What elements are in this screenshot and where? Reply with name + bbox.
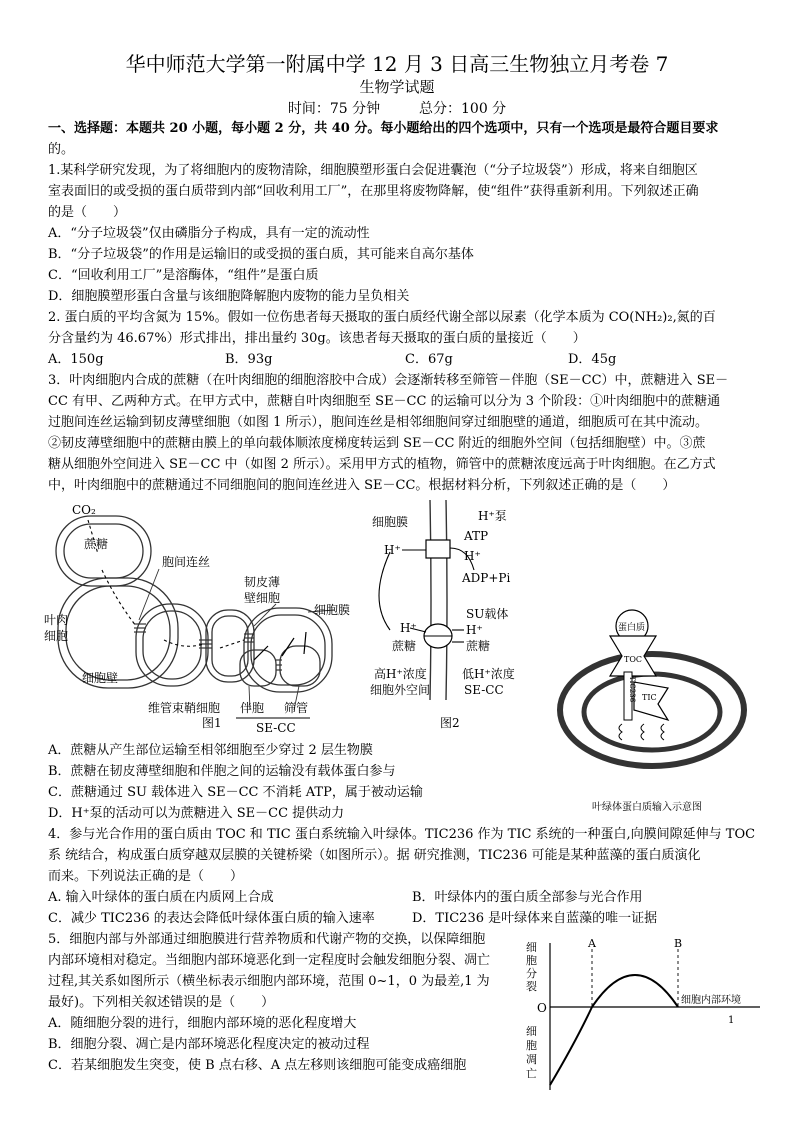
point-b-label: B	[674, 937, 683, 950]
fig2-low-label: 低H⁺浓度	[462, 667, 515, 681]
q5-stem: 内部环境相对稳定。当细胞内部环境恶化到一定程度时会触发细胞分裂、凋亡	[48, 953, 491, 968]
fig2-adp-label: ADP+Pi	[462, 571, 511, 585]
sucrose-path-arrow	[220, 640, 244, 648]
q4-option-b: B．叶绿体内的蛋白质全部参与光合作用	[412, 890, 643, 905]
q5-option-b: B．细胞分裂、凋亡是内部环境恶化程度决定的被动过程	[48, 1037, 370, 1052]
sucrose-arrow	[254, 646, 268, 660]
q2-stem: 2. 蛋白质的平均含氮为 15%。假如一位伤患者每天摄取的蛋白质经代谢全部以尿素（化学本质为 CO(NH₂)₂,氮的百	[48, 310, 716, 325]
fig1-secc-label: SE-CC	[256, 721, 296, 735]
figure-1-caption: 图1	[202, 716, 222, 730]
coil	[619, 724, 622, 740]
q4-stem: 4．参与光合作用的蛋白质由 TOC 和 TIC 蛋白系统输入叶绿体。TIC236 作为 TIC 系统的一种蛋白,向膜间隙延伸与 TOC	[48, 827, 756, 842]
q5-stem: 过程,其关系如图所示（横坐标表示细胞内部环境，范围 0~1，0 为最差,1 为	[48, 974, 490, 989]
y-label-char: 分	[526, 967, 537, 980]
mesophyll-cell-inner	[66, 586, 170, 680]
sieve-tube	[280, 646, 320, 686]
q1-option-a: A．“分子垃圾袋”仅由磷脂分子构成，具有一定的流动性	[48, 226, 370, 241]
q5-option-c: C．若某细胞发生突变，使 B 点右移、A 点左移则该细胞可能变成癌细胞	[48, 1058, 467, 1073]
q3-option-d: D．H⁺泵的活动可以为蔗糖进入 SE－CC 提供动力	[48, 806, 345, 821]
q4-option-d: D．TIC236 是叶绿体来自蓝藻的唯一证据	[412, 911, 658, 926]
h-return-arrow	[379, 552, 390, 630]
q4-option-a: A. 输入叶绿体的蛋白质在内质网上合成	[48, 890, 274, 905]
figure-3-caption: 叶绿体蛋白质输入示意图	[592, 802, 702, 813]
fig1-phloem-label: 壁细胞	[244, 591, 281, 605]
leader-line	[139, 569, 159, 620]
fig1-mesophyll-label: 叶肉	[44, 613, 69, 627]
q2-option-a: A．150g	[48, 352, 104, 367]
h-pump	[426, 540, 450, 558]
figure-3-diagram	[552, 600, 752, 780]
q3-option-c: C．蔗糖通过 SU 载体进入 SE－CC 不消耗 ATP，属于被动运输	[48, 785, 423, 800]
fig2-membrane-label: 细胞膜	[372, 515, 409, 529]
fig2-hplus-label: H⁺	[384, 543, 401, 557]
fig2-high-label: 细胞外空间	[370, 683, 431, 697]
q5-stem: 最好)。下列相关叙述错误的是（ ）	[48, 995, 275, 1010]
exam-title: 华中师范大学第一附属中学 12 月 3 日高三生物独立月考卷 7	[125, 52, 669, 76]
q5-chart	[520, 935, 785, 1100]
leader-line	[254, 604, 276, 626]
q2-option-c: C．67g	[405, 352, 453, 367]
fig3-tic-label: TIC	[642, 693, 657, 702]
fig1-sucrose-label: 蔗糖	[84, 537, 109, 551]
exam-time: 时间：75 分钟	[287, 101, 381, 117]
x-max-label: 1	[728, 1015, 735, 1026]
q1-stem: 的是（ ）	[48, 205, 127, 220]
fig2-atp-label: ATP	[464, 529, 489, 543]
origin-label: O	[537, 1001, 547, 1015]
q4-option-c: C．减少 TIC236 的表达会降低叶绿体蛋白质的输入速率	[48, 911, 375, 926]
q2-option-d: D．45g	[568, 352, 617, 367]
fig2-hpump-label: H⁺泵	[478, 509, 507, 523]
q5-option-a: A．随细胞分裂的进行，细胞内部环境的恶化程度增大	[48, 1016, 357, 1031]
fig1-sieve-label: 筛管	[284, 701, 309, 715]
q4-stem: 系 统结合，构成蛋白质穿越双层膜的关键桥梁（如图所示）。据 研究推测，TIC236 可能是某种蓝藻的蛋白质演化	[48, 848, 701, 863]
q3-option-b: B．蔗糖在韧皮薄壁细胞和伴胞之间的运输没有载体蛋白参与	[48, 764, 396, 779]
section-heading-tail: 的。	[48, 142, 75, 157]
y-label-char: 细	[526, 941, 537, 954]
fig1-plasmodesmata-label: 胞间连丝	[162, 555, 211, 569]
q2-option-b: B．93g	[225, 352, 273, 367]
exam-subtitle: 生物学试题	[359, 78, 435, 96]
y-label-char: 细	[526, 1025, 537, 1038]
coil	[641, 724, 644, 740]
q3-stem: 中，叶肉细胞中的蔗糖通过不同细胞间的胞间连丝进入 SE－CC。根据材料分析，下列叙述正确的是（ ）	[48, 478, 676, 493]
fig3-toc-label: TOC	[624, 655, 643, 664]
q3-stem: 3．叶肉细胞内合成的蔗糖（在叶肉细胞的细胞溶胶中合成）会逐渐转移至筛管－伴胞（SE－CC）中，蔗糖进入 SE－	[48, 373, 729, 388]
q3-stem: 糖从细胞外空间进入 SE－CC 中（如图 2 所示）。采用甲方式的植物，筛管中的蔗糖浓度远高于叶肉细胞。在乙方式	[48, 457, 716, 472]
fig2-hplus-label: H⁺	[464, 549, 481, 563]
q3-option-a: A．蔗糖从产生部位运输至相邻细胞至少穿过 2 层生物膜	[48, 743, 373, 758]
q1-option-c: C．“回收利用工厂”是溶酶体，“组件”是蛋白质	[48, 268, 319, 283]
fig3-protein-label: 蛋白质	[618, 623, 646, 633]
fig1-mesophyll-label: 细胞	[44, 629, 69, 643]
q1-stem: 室表面旧的或受损的蛋白质带到内部“回收利用工厂”，在那里将废物降解，使“组件”获得重新利用。下列叙述正确	[48, 184, 699, 199]
q1-option-d: D．细胞膜塑形蛋白含量与该细胞降解胞内废物的能力呈负相关	[48, 289, 410, 304]
y-label-char: 凋	[526, 1053, 537, 1066]
exam-score: 总分：100 分	[419, 101, 507, 117]
q3-stem: CC 有甲、乙两种方式。在甲方式中，蔗糖自叶肉细胞至 SE－CC 的运输可以分为 3 个阶段：①叶肉细胞中的蔗糖通	[48, 394, 721, 409]
mesophyll-cell-inner	[64, 524, 143, 578]
bundle-sheath-cell	[136, 604, 208, 686]
q5-stem: 5．细胞内部与外部通过细胞膜进行营养物质和代谢产物的交换，以保障细胞	[48, 932, 486, 947]
y-label-char: 裂	[526, 980, 537, 993]
membrane-line	[430, 500, 431, 700]
fig2-hplus-label: H⁺	[466, 623, 483, 637]
fig3-tic236-label: TIC236	[628, 676, 636, 703]
figure-2-diagram	[360, 500, 540, 715]
fig1-phloem-label: 韧皮薄	[244, 575, 281, 589]
q4-stem: 而来。下列说法正确的是（ ）	[48, 869, 244, 884]
fig2-sucrose-label: 蔗糖	[392, 639, 417, 653]
fig2-sucrose-label: 蔗糖	[466, 639, 491, 653]
y-label-char: 亡	[526, 1067, 537, 1080]
x-axis-label: 细胞内部环境	[681, 995, 741, 1006]
response-curve	[550, 975, 678, 1085]
point-a-label: A	[588, 937, 596, 950]
mesophyll-cell-outer	[56, 516, 151, 586]
exam-meta	[0, 98, 794, 118]
fig1-companion-label: 伴胞	[240, 701, 265, 715]
phloem-parenchyma-inner	[212, 616, 248, 676]
sucrose-arrow	[304, 632, 306, 654]
fig2-low-label: SE-CC	[464, 683, 504, 697]
figure-2-caption: 图2	[440, 716, 460, 730]
fig1-wall-label: 细胞壁	[82, 671, 119, 685]
fig1-membrane-label: 细胞膜	[314, 603, 351, 617]
coil	[661, 724, 664, 740]
q2-stem: 分含量约为 46.67%）形式排出，排出量约 30g。该患者每天摄取的蛋白质的量接近（ ）	[48, 331, 586, 346]
membrane-line	[446, 500, 447, 700]
bundle-sheath-inner	[143, 611, 201, 679]
fig2-high-label: 高H⁺浓度	[374, 667, 427, 681]
fig1-bundle-label: 维管束鞘细胞	[148, 701, 221, 715]
y-label-char: 胞	[526, 1039, 537, 1052]
fig2-hplus-label: H⁺	[400, 621, 417, 635]
figure-1-diagram	[44, 500, 364, 738]
q1-option-b: B．“分子垃圾袋”的作用是运输旧的或受损的蛋白质，其可能来自高尔基体	[48, 247, 474, 262]
section-heading: 一、选择题：本题共 20 小题，每小题 2 分，共 40 分。每小题给出的四个选项中，只有一个选项是最符合题目要求	[48, 121, 719, 136]
q1-stem: 1.某科学研究发现，为了将细胞内的废物清除，细胞膜塑形蛋白会促进囊泡（“分子垃圾袋”）形成，将来自细胞区	[48, 163, 698, 178]
y-label-char: 胞	[526, 954, 537, 967]
q3-stem: ②韧皮薄壁细胞中的蔗糖由膜上的单向载体顺浓度梯度转运到 SE－CC 附近的细胞外空间（包括细胞壁）中。③蔗	[48, 436, 706, 451]
q3-stem: 过胞间连丝运输到韧皮薄壁细胞（如图 1 所示），胞间连丝是相邻细胞间穿过细胞壁的通道，细胞质可在其中流动。	[48, 415, 709, 430]
fig2-su-label: SU载体	[466, 607, 509, 621]
fig1-co2-label: CO₂	[72, 503, 96, 517]
